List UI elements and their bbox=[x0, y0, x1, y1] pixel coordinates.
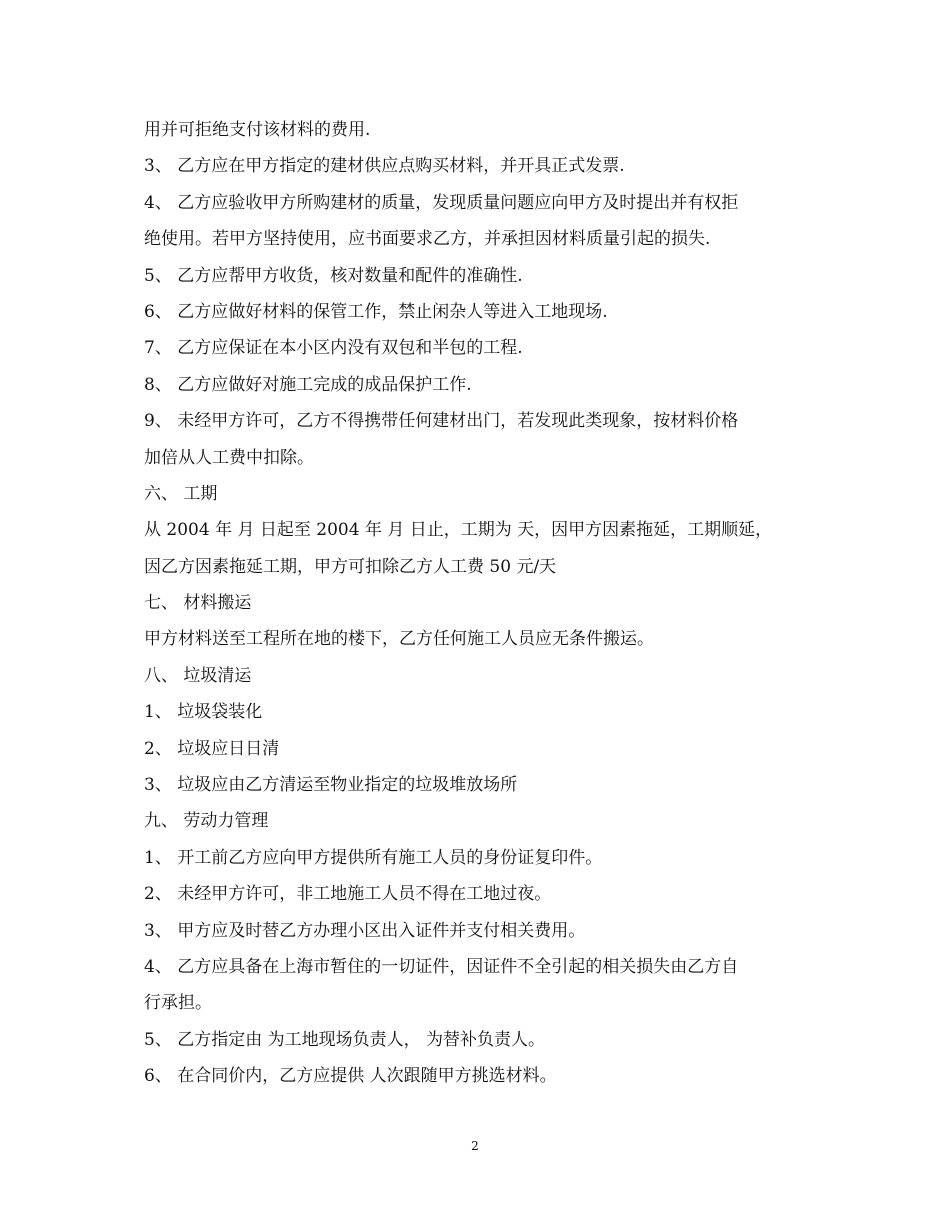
text-line: 7、 乙方应保证在本小区内没有双包和半包的工程. bbox=[144, 338, 523, 359]
page-number: 2 bbox=[471, 1139, 479, 1153]
text-line: 3、 甲方应及时替乙方办理小区出入证件并支付相关费用。 bbox=[144, 920, 586, 941]
text-line: 用并可拒绝支付该材料的费用. bbox=[144, 120, 371, 140]
text-line: 3、 垃圾应由乙方清运至物业指定的垃圾堆放场所 bbox=[144, 775, 518, 796]
text-line: 从 2004 年 月 日起至 2004 年 月 日止，工期为 天，因甲方因素拖延，工期顺延， bbox=[144, 520, 773, 541]
text-line: 加倍从人工费中扣除。 bbox=[144, 447, 314, 468]
section-heading: 九、 劳动力管理 bbox=[144, 811, 269, 832]
text-line: 6、 在合同价内，乙方应提供 人次跟随甲方挑选材料。 bbox=[144, 1066, 557, 1087]
text-line: 行承担。 bbox=[144, 993, 212, 1014]
text-line: 绝使用。若甲方坚持使用，应书面要求乙方，并承担因材料质量引起的损失. bbox=[144, 229, 711, 250]
text-line: 8、 乙方应做好对施工完成的成品保护工作. bbox=[144, 374, 472, 395]
text-line: 9、 未经甲方许可，乙方不得携带任何建材出门，若发现此类现象，按材料价格 bbox=[144, 411, 739, 432]
text-line: 5、 乙方指定由 为工地现场负责人， 为替补负责人。 bbox=[144, 1029, 546, 1050]
section-heading: 七、 材料搬运 bbox=[144, 593, 252, 614]
text-line: 4、 乙方应验收甲方所购建材的质量，发现质量问题应向甲方及时提出并有权拒 bbox=[144, 192, 739, 213]
document-body bbox=[144, 112, 804, 1095]
text-line: 6、 乙方应做好材料的保管工作，禁止闲杂人等进入工地现场. bbox=[144, 301, 608, 322]
text-line: 1、 垃圾袋装化 bbox=[144, 702, 263, 723]
text-line: 2、 垃圾应日日清 bbox=[144, 738, 280, 759]
section-heading: 六、 工期 bbox=[144, 483, 218, 504]
text-line: 甲方材料送至工程所在地的楼下，乙方任何施工人员应无条件搬运。 bbox=[144, 629, 654, 650]
text-line: 1、 开工前乙方应向甲方提供所有施工人员的身份证复印件。 bbox=[144, 847, 603, 868]
text-line: 2、 未经甲方许可，非工地施工人员不得在工地过夜。 bbox=[144, 884, 552, 905]
section-heading: 八、 垃圾清运 bbox=[144, 665, 252, 686]
text-line: 5、 乙方应帮甲方收货，核对数量和配件的准确性. bbox=[144, 265, 523, 286]
text-line: 4、 乙方应具备在上海市暂住的一切证件，因证件不全引起的相关损失由乙方自 bbox=[144, 956, 739, 977]
text-line: 3、 乙方应在甲方指定的建材供应点购买材料，并开具正式发票. bbox=[144, 156, 625, 177]
text-line: 因乙方因素拖延工期，甲方可扣除乙方人工费 50 元/天 bbox=[144, 556, 557, 577]
